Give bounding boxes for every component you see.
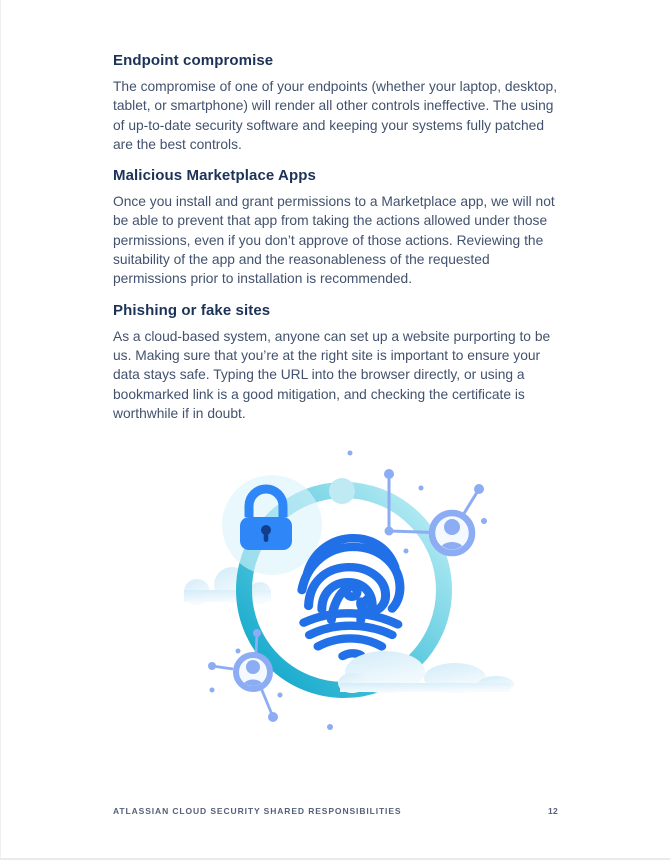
section-phishing-or-fake-sites [113,303,565,423]
section-body: Once you install and grant permissions to a Marketplace app, we will not be able to prevent that app from taking the actions allowed under those permissions, even if you don’t approve of those actions. Reviewing the suitability of the app and the reasonableness of the requested permissions prior to installation is recommended. [113,194,555,287]
page-left-edge [0,0,1,860]
user-node-icon [236,655,270,697]
fingerprint-security-illustration [150,440,530,750]
page-content [113,53,565,437]
section-body: The compromise of one of your endpoints (whether your laptop, desktop, tablet, or smartphone) will render all other controls ineffective. The using of up-to-date security software and keeping your systems fully patched are the best controls. [113,79,558,152]
section-malicious-marketplace-apps [113,168,565,288]
section-heading: Phishing or fake sites [113,301,271,319]
ring-dot [329,478,355,504]
section-heading: Malicious Marketplace Apps [113,167,316,185]
page-footer [113,806,558,816]
footer-page-number: 12 [547,806,558,816]
fingerprint-icon [302,538,400,656]
section-heading: Endpoint compromise [113,52,274,69]
footer-document-title: ATLASSIAN CLOUD SECURITY SHARED RESPONSIBILITIES [113,806,402,816]
section-endpoint-compromise [113,53,565,154]
section-body: As a cloud-based system, anyone can set up a website purporting to be us. Making sure that you’re at the right site is important to ensure your data stays safe. Typing the URL into the browser directly, or using a bookmarked link is a good mitigation, and checking the certificate is worthwhile if in doubt. [113,328,551,421]
